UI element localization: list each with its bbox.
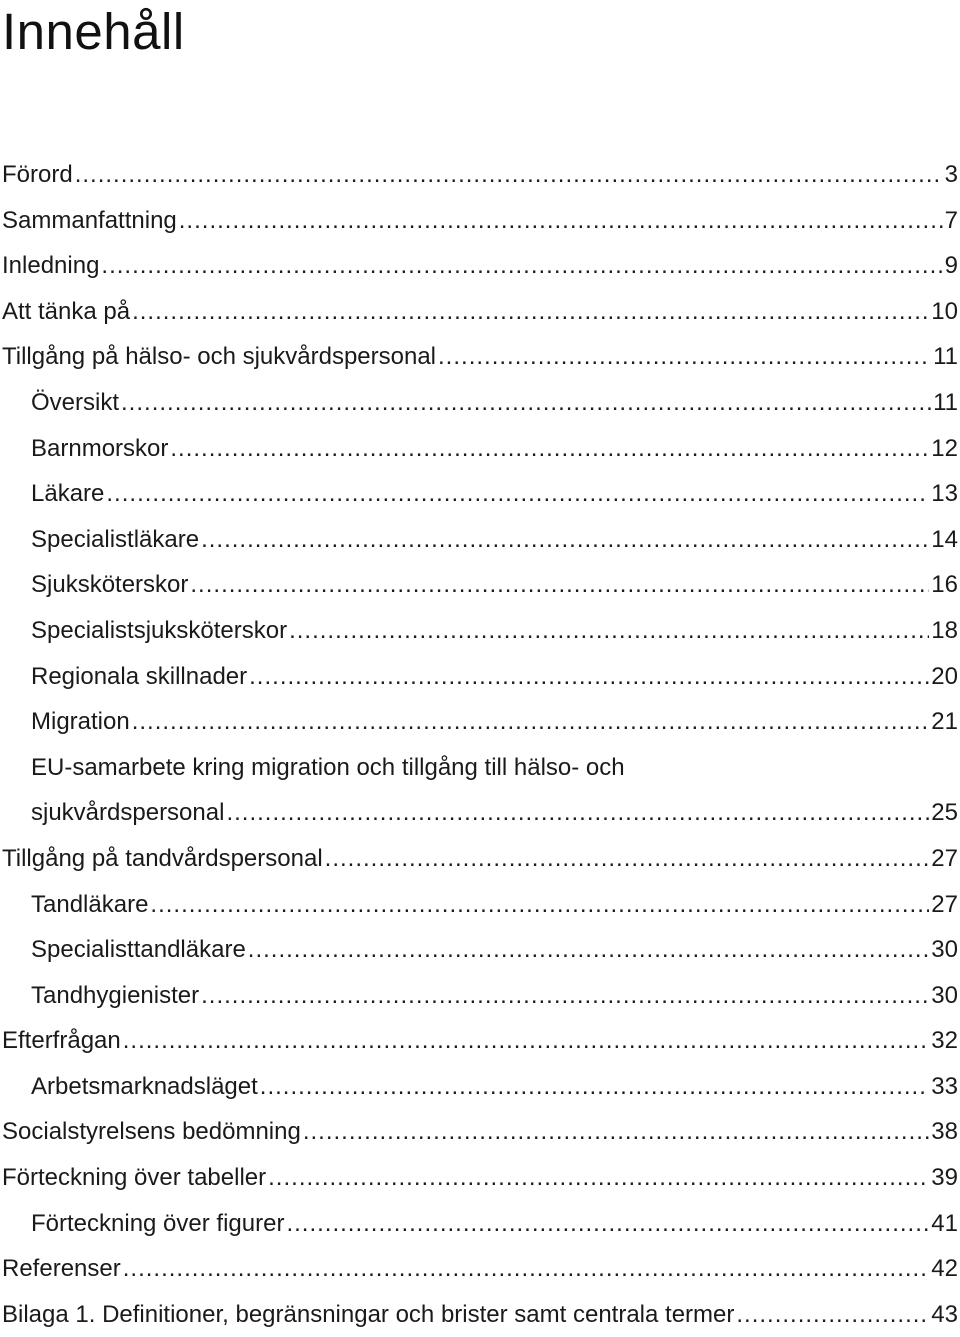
toc-entry[interactable] [0, 471, 960, 517]
toc-entry-label: Specialistläkare [31, 525, 200, 553]
toc-entry-page-number: 39 [931, 1164, 958, 1192]
toc-entry[interactable] [0, 1246, 960, 1292]
toc-entry-label: Socialstyrelsens bedömning [2, 1118, 301, 1146]
toc-entry-page-number: 25 [931, 799, 958, 827]
toc-entry[interactable] [0, 654, 960, 700]
toc-entry[interactable] [0, 380, 960, 426]
toc-entry[interactable] [0, 1292, 960, 1337]
dot-leader [260, 1064, 930, 1110]
toc-entry-page-number: 27 [931, 890, 958, 918]
toc-entry-label: Specialistsjuksköterskor [31, 616, 288, 644]
toc-entry[interactable] [0, 1201, 960, 1247]
toc-entry-page-number: 3 [944, 161, 958, 188]
dot-leader [303, 1109, 929, 1155]
toc-entry-page-number: 16 [931, 571, 958, 599]
toc-entry-label: Förteckning över tabeller [2, 1164, 267, 1192]
dot-leader [325, 836, 930, 882]
toc-entry-page-number: 10 [931, 297, 958, 325]
toc-entry-label: Tandhygienister [31, 981, 200, 1009]
dot-leader [150, 882, 929, 928]
toc-entry-label: Sjuksköterskor [31, 571, 189, 599]
dot-leader [106, 471, 929, 517]
toc-entry[interactable] [0, 517, 960, 563]
toc-entry-page-number: 32 [931, 1027, 958, 1055]
toc-entry-page-number: 13 [931, 480, 958, 508]
toc-entry[interactable] [0, 1064, 960, 1110]
toc-entry-label: Inledning [2, 252, 100, 280]
toc-entry-label: Migration [31, 708, 130, 736]
toc-entry[interactable] [0, 243, 960, 289]
toc-entry-page-number: 43 [931, 1300, 958, 1328]
dot-leader [190, 562, 929, 608]
dot-leader [75, 152, 943, 198]
toc-entry-label: Läkare [31, 480, 105, 508]
toc-entry[interactable] [0, 608, 960, 654]
toc-entry-page-number: 14 [931, 525, 958, 553]
toc-entry-page-number: 21 [931, 708, 958, 736]
toc-entry-label: sjukvårdspersonal [31, 799, 225, 827]
toc-entry[interactable] [0, 152, 960, 198]
toc-entry-label: Tandläkare [31, 890, 149, 918]
toc-entry-page-number: 18 [931, 616, 958, 644]
dot-leader [132, 289, 929, 335]
toc-entry-page-number: 11 [933, 343, 958, 371]
toc-entry-label-line1: EU-samarbete kring migration och tillgång till hälso- och [31, 753, 625, 781]
toc-entry-label: Referenser [2, 1255, 121, 1283]
toc-entry-label: Arbetsmarknadsläget [31, 1072, 258, 1100]
dot-leader [286, 1201, 929, 1247]
dot-leader [132, 699, 930, 745]
toc-entry-page-number: 9 [944, 252, 958, 280]
toc-entry[interactable] [0, 882, 960, 928]
toc-entry-label: Att tänka på [2, 297, 131, 325]
toc-entry[interactable] [0, 927, 960, 973]
dot-leader [268, 1155, 929, 1201]
toc-entry[interactable] [0, 334, 960, 380]
toc-entry-page-number: 42 [931, 1255, 958, 1283]
toc-entry[interactable] [0, 1018, 960, 1064]
toc-entry-label: Tillgång på tandvårdspersonal [2, 844, 323, 872]
page-title: Innehåll [2, 3, 185, 60]
toc-entry-page-number: 33 [931, 1072, 958, 1100]
toc-entry-label: Regionala skillnader [31, 662, 248, 690]
dot-leader [123, 1018, 930, 1064]
table-of-contents [0, 152, 960, 1337]
toc-entry-page-number: 30 [931, 981, 958, 1009]
toc-entry[interactable] [0, 1109, 960, 1155]
toc-entry-label: Efterfrågan [2, 1027, 121, 1055]
dot-leader [289, 608, 929, 654]
dot-leader [201, 517, 929, 563]
toc-entry[interactable] [0, 198, 960, 244]
toc-entry[interactable] [0, 426, 960, 472]
toc-entry-label: Bilaga 1. Definitioner, begränsningar och brister samt centrala termer [2, 1300, 735, 1328]
toc-entry-page-number: 30 [931, 936, 958, 964]
dot-leader [123, 1246, 930, 1292]
dot-leader [249, 654, 929, 700]
toc-entry-page-number: 38 [931, 1118, 958, 1146]
toc-entry-label: Sammanfattning [2, 206, 177, 234]
toc-entry-page-number: 27 [931, 844, 958, 872]
toc-entry-page-number: 12 [931, 434, 958, 462]
dot-leader [121, 380, 931, 426]
toc-entry-page-number: 41 [931, 1209, 958, 1237]
dot-leader [170, 426, 929, 472]
toc-entry-label: Översikt [31, 388, 120, 416]
toc-entry-label: Förord [2, 161, 73, 188]
toc-entry-label: Specialisttandläkare [31, 936, 246, 964]
dot-leader [201, 973, 929, 1019]
dot-leader [438, 334, 931, 380]
dot-leader [101, 243, 942, 289]
dot-leader [226, 790, 929, 836]
toc-entry[interactable] [0, 1155, 960, 1201]
toc-entry[interactable] [0, 289, 960, 335]
toc-entry-page-number: 20 [931, 662, 958, 690]
toc-entry[interactable] [0, 745, 960, 836]
toc-entry-page-number: 7 [944, 206, 958, 234]
toc-entry[interactable] [0, 699, 960, 745]
dot-leader [248, 927, 930, 973]
toc-entry-page-number: 11 [933, 388, 958, 416]
toc-entry[interactable] [0, 562, 960, 608]
toc-entry-label: Förteckning över figurer [31, 1209, 285, 1237]
toc-entry-label: Tillgång på hälso- och sjukvårdspersonal [2, 343, 437, 371]
dot-leader [179, 198, 943, 244]
toc-entry[interactable] [0, 973, 960, 1019]
toc-entry[interactable] [0, 836, 960, 882]
dot-leader [736, 1292, 929, 1337]
toc-entry-label: Barnmorskor [31, 434, 169, 462]
